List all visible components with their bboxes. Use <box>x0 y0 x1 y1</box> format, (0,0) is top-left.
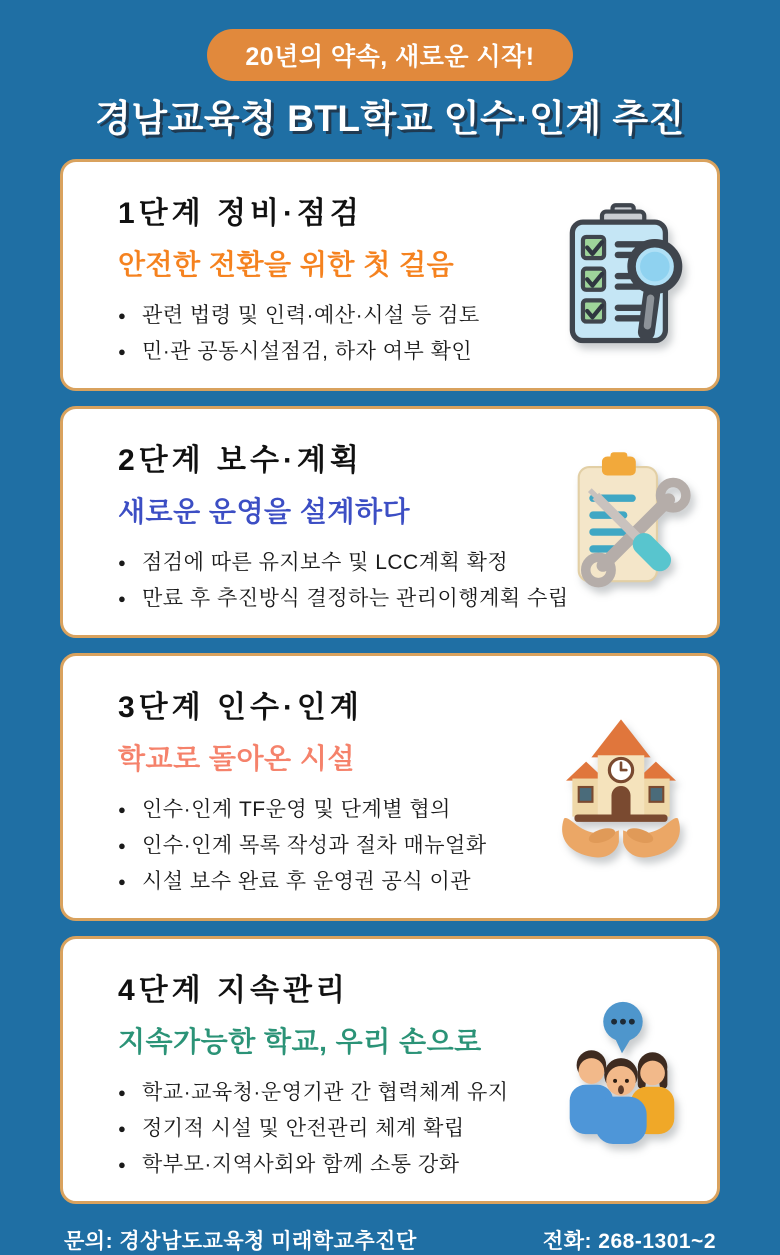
bullet-item: ● 관련 법령 및 인력·예산·시설 등 검토 <box>118 298 678 334</box>
bullet-item: ● 시설 보수 완료 후 운영권 공식 이관 <box>118 864 678 900</box>
checklist-magnifier-icon <box>547 201 695 349</box>
step-2-subtitle: 새로운 운영을 설계하다 <box>118 496 411 527</box>
step-3-title: 3단계 인수·인계 <box>118 691 363 724</box>
people-discussion-icon <box>547 996 695 1144</box>
bullet-item: ● 학부모·지역사회와 함께 소통 강화 <box>118 1147 678 1183</box>
step-4-subtitle: 지속가능한 학교, 우리 손으로 <box>118 1026 482 1057</box>
footer-phone: 전화: 268-1301~2 <box>542 1230 716 1253</box>
card-step-3 <box>60 653 720 921</box>
bullet-item: ● 점검에 따른 유지보수 및 LCC계획 확정 <box>118 545 678 581</box>
clipboard-tools-icon <box>547 448 695 596</box>
bullet-item: ● 민·관 공동시설점검, 하자 여부 확인 <box>118 334 678 370</box>
step-1-title: 1단계 정비·점검 <box>118 197 363 230</box>
step-1-subtitle: 안전한 전환을 위한 첫 걸음 <box>118 249 455 280</box>
card-step-4 <box>60 936 720 1204</box>
step-3-subtitle: 학교로 돌아온 시설 <box>118 743 355 774</box>
poster-footer <box>0 1219 780 1255</box>
step-cards <box>0 159 780 1204</box>
footer-contact: 문의: 경상남도교육청 미래학교추진단 <box>64 1230 417 1253</box>
card-step-1 <box>60 159 720 391</box>
bullet-item: ● 인수·인계 TF운영 및 단계별 협의 <box>118 792 678 828</box>
page-title: 경남교육청 BTL학교 인수·인계 추진 <box>95 98 685 139</box>
bullet-item: ● 만료 후 추진방식 결정하는 관리이행계획 수립 <box>118 581 678 617</box>
card-step-2 <box>60 406 720 638</box>
hands-holding-school-icon <box>547 713 695 861</box>
step-2-title: 2단계 보수·계획 <box>118 444 363 477</box>
bullet-item: ● 인수·인계 목록 작성과 절차 매뉴얼화 <box>118 828 678 864</box>
bullet-item: ● 정기적 시설 및 안전관리 체계 확립 <box>118 1111 678 1147</box>
poster-header <box>0 0 780 142</box>
step-4-title: 4단계 지속관리 <box>118 974 349 1007</box>
bullet-item: ● 학교·교육청·운영기관 간 협력체계 유지 <box>118 1075 678 1111</box>
header-badge: 20년의 약속, 새로운 시작! <box>207 29 572 81</box>
